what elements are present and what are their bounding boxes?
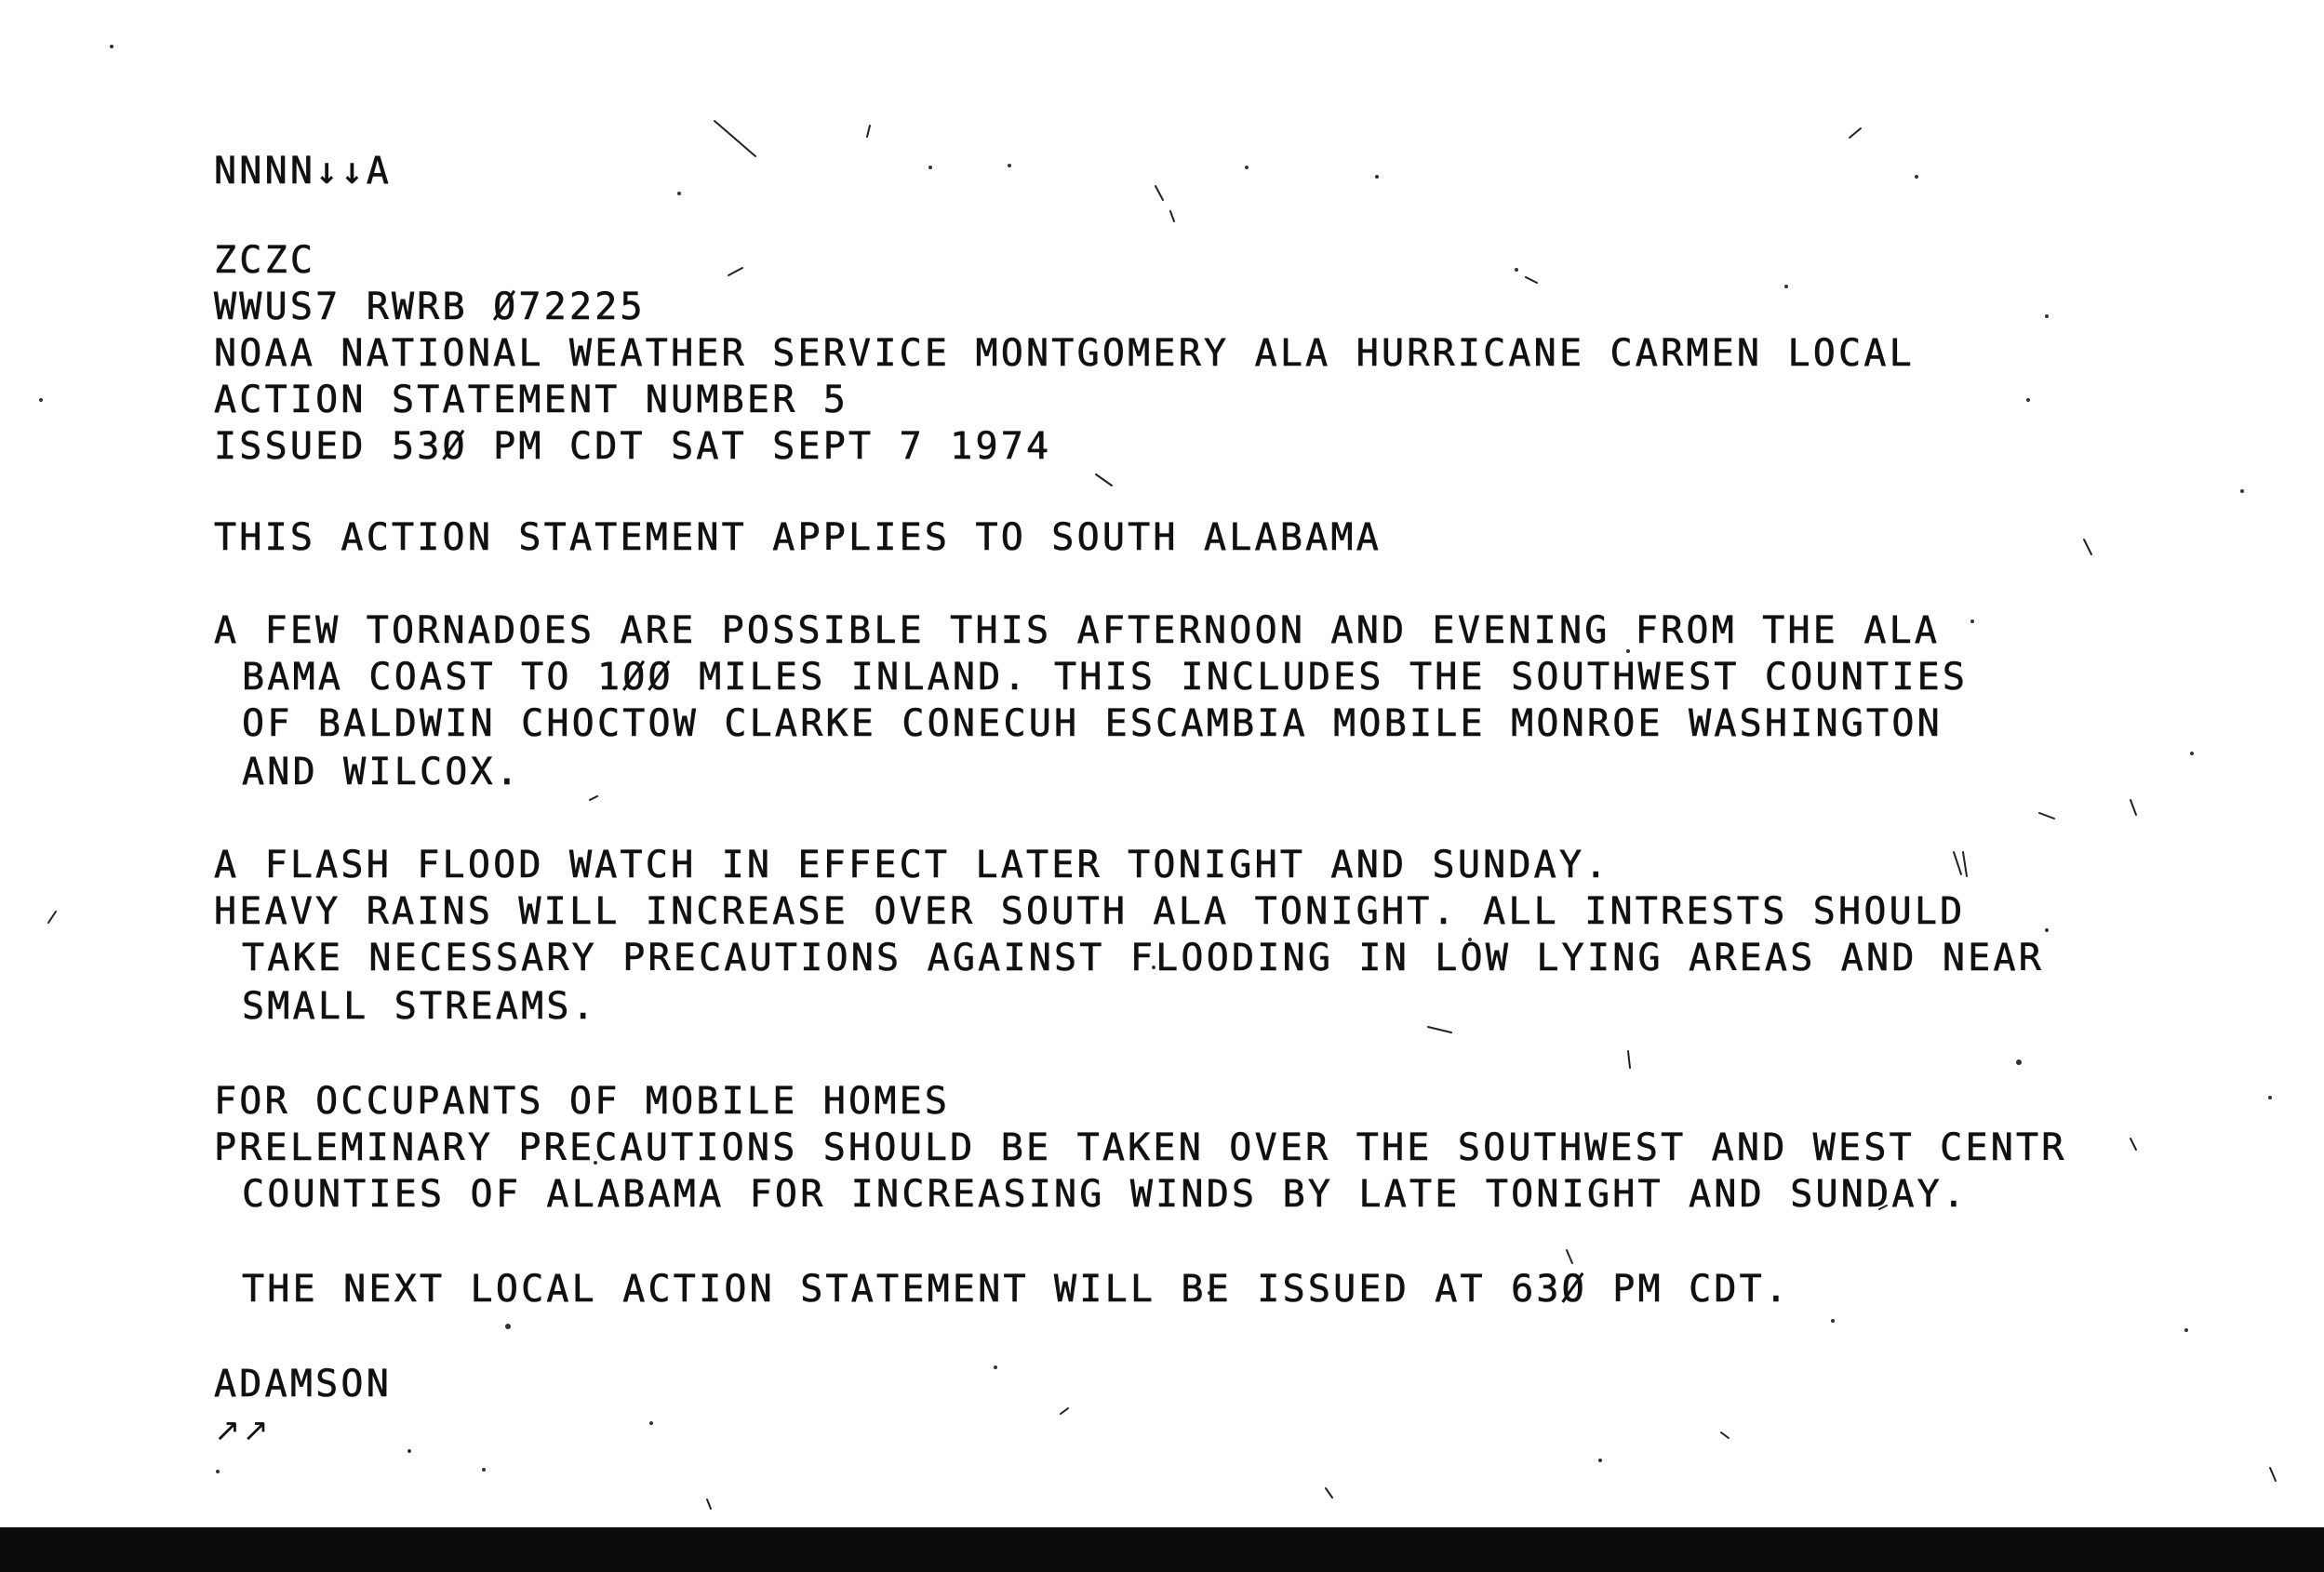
title-line-2: ACTION STATEMENT NUMBER 5 [214, 379, 849, 421]
flood-para-line-1: A FLASH FLOOD WATCH IN EFFECT LATER TONIGHT AND SUNDAY. [214, 844, 1610, 886]
end-arrows-mark: ↗↗ [214, 1412, 271, 1449]
tornado-para-line-3: OF BALDWIN CHOCTOW CLARKE CONECUH ESCAMBIA MOBILE MONROE WASHINGTON [242, 702, 1943, 745]
scan-bottom-edge [0, 1527, 2324, 1572]
flood-para-line-4: SMALL STREAMS. [242, 985, 597, 1028]
mobile-homes-line-3: COUNTIES OF ALABAMA FOR INCREASING WINDS BY LATE TONIGHT AND SUNDAY. [242, 1173, 1969, 1216]
header-code-line: NNNN↓↓A [214, 150, 392, 193]
tornado-para-line-1: A FEW TORNADOES ARE POSSIBLE THIS AFTERNOON AND EVENING FROM THE ALA [214, 609, 1941, 652]
flood-para-line-2: HEAVY RAINS WILL INCREASE OVER SOUTH ALA TONIGHT. ALL INTRESTS SHOULD [214, 890, 1966, 933]
mobile-homes-line-2: PRELEMINARY PRECAUTIONS SHOULD BE TAKEN OVER THE SOUTHWEST AND WEST CENTR [214, 1126, 2067, 1169]
header-start-line: ZCZC [214, 239, 316, 282]
header-id-line: WWUS7 RWRB Ø72225 [214, 286, 646, 328]
title-line-1: NOAA NATIONAL WEATHER SERVICE MONTGOMERY ALA HURRICANE CARMEN LOCAL [214, 332, 1915, 375]
mobile-homes-line-1: FOR OCCUPANTS OF MOBILE HOMES [214, 1080, 951, 1123]
issued-line: ISSUED 53Ø PM CDT SAT SEPT 7 1974 [214, 425, 1052, 468]
signature-line: ADAMSON [214, 1363, 392, 1405]
flood-para-line-3: TAKE NECESSARY PRECAUTIONS AGAINST FLOODING IN LOW LYING AREAS AND NEAR [242, 937, 2045, 979]
tornado-para-line-4: AND WILCOX. [242, 751, 522, 793]
next-statement-line: THE NEXT LOCAL ACTION STATEMENT WILL BE ISSUED AT 63Ø PM CDT. [242, 1268, 1791, 1311]
tornado-para-line-2: BAMA COAST TO 1ØØ MILES INLAND. THIS INCLUDES THE SOUTHWEST COUNTIES [242, 656, 1969, 699]
applies-line: THIS ACTION STATEMENT APPLIES TO SOUTH ALABAMA [214, 516, 1382, 559]
